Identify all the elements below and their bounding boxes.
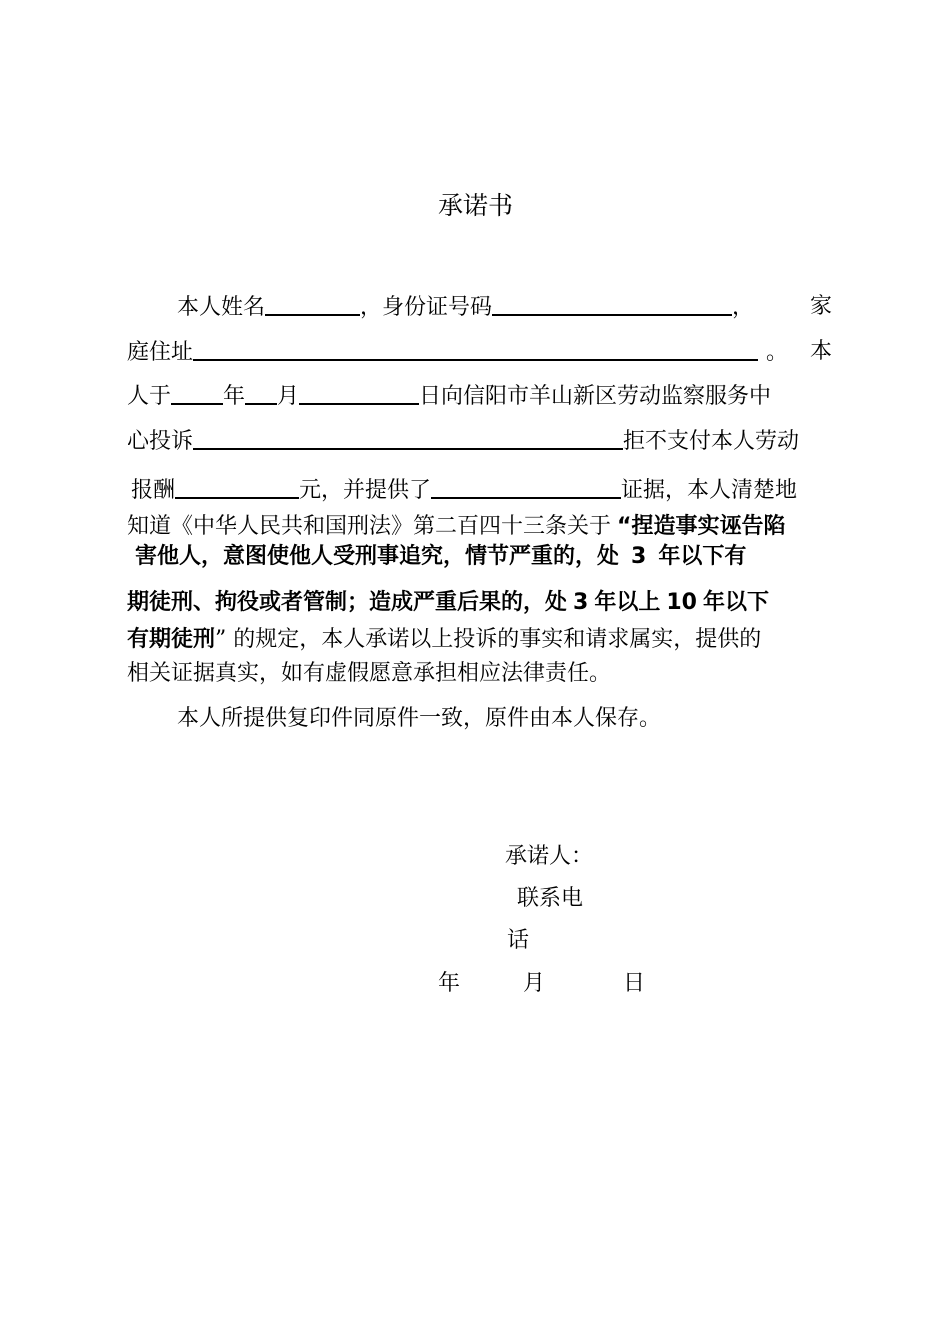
date-day: 日 <box>623 971 646 996</box>
text: 人于 <box>127 384 172 409</box>
promisor-label: 承诺人： <box>505 844 594 869</box>
body-line-1 <box>177 292 754 323</box>
text: 期徒刑、拘役或者管制；造成严重后果的，处 <box>127 590 568 615</box>
number: 3 <box>631 544 647 569</box>
body-line-3 <box>127 381 771 412</box>
comma: ， <box>732 295 755 320</box>
address-label: 庭住址 <box>127 340 194 365</box>
phone-label-cont: 话 <box>507 928 530 953</box>
body-line-9 <box>127 625 761 655</box>
phone-label: 联系电 <box>517 886 584 911</box>
amount-blank <box>175 475 299 499</box>
text: 心投诉 <box>127 429 194 454</box>
evidence-blank <box>431 475 621 499</box>
body-line-7 <box>135 542 746 572</box>
text-bold: 有期徒刑 <box>127 627 216 652</box>
name-label: 本人姓名 <box>177 295 266 320</box>
id-label: ，身份证号码 <box>360 295 493 320</box>
period: 。 <box>766 340 789 365</box>
name-blank <box>265 292 360 316</box>
day-blank <box>299 381 419 405</box>
text: 知道《中华人民共和国刑法》第二百四十三条关于 <box>127 514 612 539</box>
body-line-6 <box>127 512 785 542</box>
text: 证据，本人清楚地 <box>621 478 798 503</box>
text: 年 <box>223 384 246 409</box>
document-title: 承诺书 <box>438 191 514 220</box>
body-line-4 <box>127 426 799 457</box>
number: 10 <box>666 590 697 615</box>
text: 日向信阳市羊山新区劳动监察服务中 <box>419 384 772 409</box>
number: 3 <box>573 590 589 615</box>
text: 年以下有 <box>658 544 747 569</box>
id-blank <box>492 292 732 316</box>
date-month: 月 <box>523 971 546 996</box>
text: 年以下 <box>702 590 769 615</box>
body-line-1-end: 家 <box>810 294 833 319</box>
address-blank <box>193 337 758 361</box>
year-blank <box>171 381 223 405</box>
complaint-blank <box>193 426 623 450</box>
text: 报酬 <box>131 478 176 503</box>
body-line-10: 相关证据真实，如有虚假愿意承担相应法律责任。 <box>127 661 612 686</box>
text: 年以上 <box>594 590 661 615</box>
body-line-5 <box>131 475 797 506</box>
month-blank <box>245 381 277 405</box>
text: 害他人，意图使他人受刑事追究，情节严重的，处 <box>135 544 620 569</box>
body-line-8 <box>127 588 769 618</box>
text: ” 的规定，本人承诺以上投诉的事实和请求属实，提供的 <box>215 627 762 652</box>
text: 拒不支付本人劳动 <box>623 429 800 454</box>
text: 元，并提供了 <box>299 478 432 503</box>
body-line-11: 本人所提供复印件同原件一致，原件由本人保存。 <box>177 706 662 731</box>
quote-bold: “捏造事实诬告陷 <box>617 514 786 539</box>
text: 月 <box>277 384 300 409</box>
body-line-2 <box>127 337 788 368</box>
date-year: 年 <box>438 971 461 996</box>
body-line-2-end: 本 <box>810 339 833 364</box>
